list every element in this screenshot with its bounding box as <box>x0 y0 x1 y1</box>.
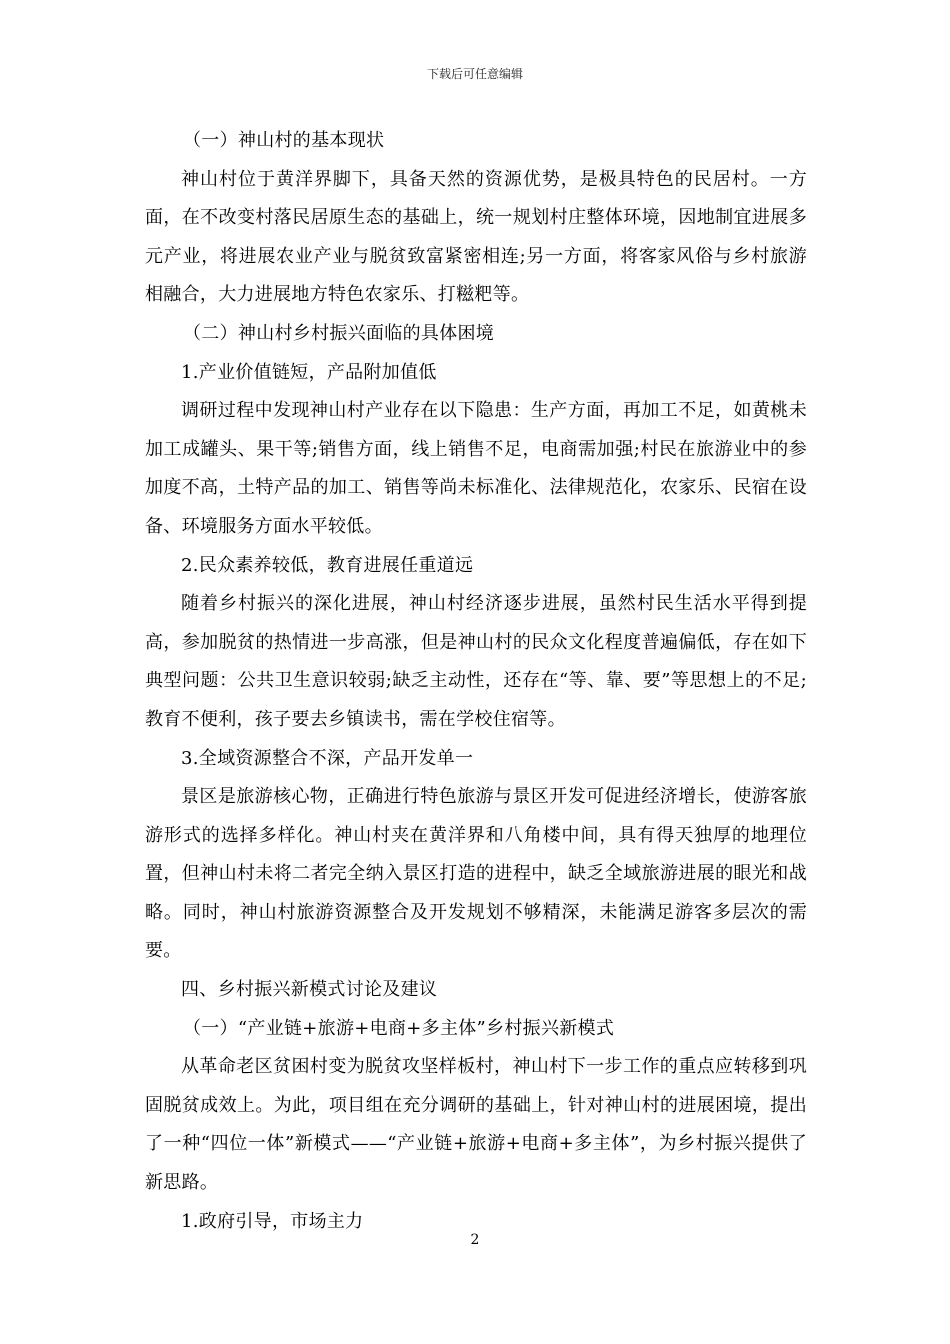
paragraph-new-model: 从革命老区贫困村变为脱贫攻坚样板村，神山村下一步工作的重点应转移到巩固脱贫成效上。为此，项目组在充分调研的基础上，针对神山村的进展困境，提出了一种“四位一体”新模式——“产业链+旅游+电商+多主体”，为乡村振兴提供了新思路。 <box>145 1056 807 1194</box>
subheading-resource-integration: 3.全域资源整合不深，产品开发单一 <box>181 747 474 769</box>
subsection-heading-new-model: （一）“产业链+旅游+电商+多主体”乡村振兴新模式 <box>183 1017 615 1039</box>
paragraph-industry-chain: 调研过程中发现神山村产业存在以下隐患：生产方面，再加工不足，如黄桃未加工成罐头、果干等;销售方面，线上销售不足，电商需加强;村民在旅游业中的参加度不高，土特产品的加工、销售等尚未标准化、法律规范化，农家乐、民宿在设备、环境服务方面水平较低。 <box>145 400 807 537</box>
page-number: 2 <box>470 1232 480 1248</box>
paragraph-education: 随着乡村振兴的深化进展，神山村经济逐步进展，虽然村民生活水平得到提高，参加脱贫的热情进一步高涨，但是神山村的民众文化程度普遍偏低，存在如下典型问题：公共卫生意识较弱;缺乏主动性，还存在“等、靠、要”等思想上的不足;教育不便利，孩子要去乡镇读书，需在学校住宿等。 <box>145 593 807 730</box>
section-heading-difficulties: （二）神山村乡村振兴面临的具体困境 <box>183 322 495 344</box>
section-heading-new-model: 四、乡村振兴新模式讨论及建议 <box>181 979 438 1001</box>
subheading-industry-chain: 1.产业价值链短，产品附加值低 <box>181 361 437 383</box>
paragraph-basic-status: 神山村位于黄洋界脚下，具备天然的资源优势，是极具特色的民居村。一方面，在不改变村落民居原生态的基础上，统一规划村庄整体环境，因地制宜进展多元产业，将进展农业产业与脱贫致富紧密相连;另一方面，将客家风俗与乡村旅游相融合，大力进展地方特色农家乐、打糍粑等。 <box>145 168 807 306</box>
subheading-education: 2.民众素养较低，教育进展任重道远 <box>181 554 474 576</box>
section-heading-basic-status: （一）神山村的基本现状 <box>183 130 385 151</box>
paragraph-resource-integration: 景区是旅游核心物，正确进行特色旅游与景区开发可促进经济增长，使游客旅游形式的选择多样化。神山村夹在黄洋界和八角楼中间，具有得天独厚的地理位置，但神山村未将二者完全纳入景区打造的进程中，缺乏全域旅游进展的眼光和战略。同时，神山村旅游资源整合及开发规划不够精深，未能满足游客多层次的需要。 <box>145 786 807 962</box>
subheading-government-guidance: 1.政府引导，市场主力 <box>181 1210 364 1232</box>
page-header: 下载后可任意编辑 <box>426 67 523 81</box>
document-body <box>145 122 807 1241</box>
